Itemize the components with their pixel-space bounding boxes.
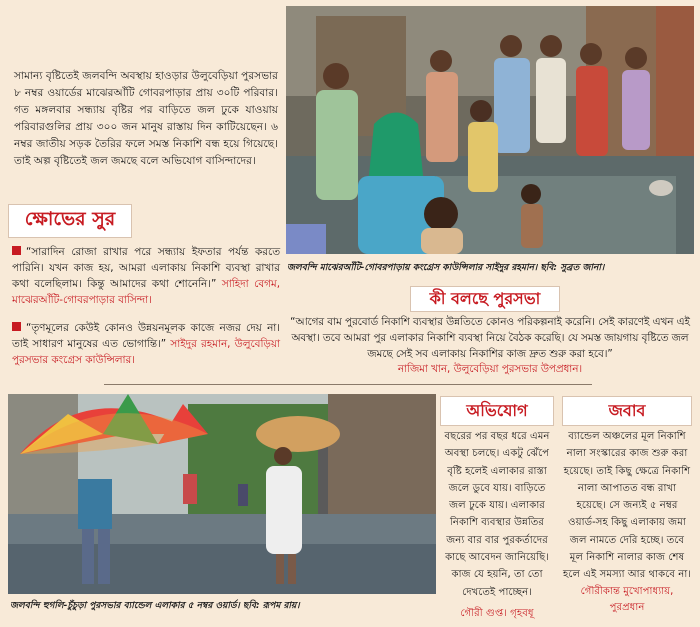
quote-text: “সারাদিন রোজা রাখার পরে সন্ধ্যায় ইফতার পর্যন্ত করতে পারিনি। যখন কাজ হয়, আমরা এলাকায় নিকাশি ব্যবস্থা রাখার কথা বলেছিলাম। কিন্তু আমাদের কথা শোনেনি।” xyxy=(12,246,280,290)
quote-attribution: সাইদুর রহমান, উলুবেড়িয়া পুরসভার কংগ্রেস কাউন্সিলার। xyxy=(12,338,280,366)
quote-sahida-begum xyxy=(12,244,280,308)
quote-saidur-rahaman xyxy=(12,320,280,368)
photo-flooded-street xyxy=(8,394,436,594)
section-divider xyxy=(104,384,592,385)
complaint-attribution: গৌরী গুপ্ত। গৃহবধূ xyxy=(460,608,534,619)
municipality-attribution: নাজিমা খান, উলুবেড়িয়া পুরসভার উপপ্রধান। xyxy=(397,363,583,375)
reply-text: ব্যান্ডেল অঞ্চলের মূল নিকাশি নালা সংস্কারের কাজ শুরু করা হয়েছে। তাই কিছু ক্ষেত্রে নিকাশি নালা আপাতত বন্ধ রাখা হয়েছে। সে জন্যই ৫ নম্বর ওয়ার্ড-সহ কিছু এলাকায় জমা জল নামতে দেরি হচ্ছে। তবে মূল নিকাশি নালার কাজ শেষ হলে এই সমস্যা আর থাকবে না। xyxy=(563,431,691,581)
complaint-text: বছরের পর বছর ধরে এমন অবস্থা চলছে। একটু ঝেঁপে বৃষ্টি হলেই এলাকার রাস্তা জলে ডুবে যায়। বাড়িতে জল ঢুকে যায়। এলাকার নিকাশি ব্যবস্থার উন্নতির জন্য বার বার পুরকর্তাদের কাছে আবেদন জানিয়েছি। কাজ যে হয়নি, তা তো দেখতেই পাচ্ছেন। xyxy=(444,431,550,598)
bullet-square-icon xyxy=(12,322,21,331)
quote-attribution: সাহিদা বেগম, মাঝেরআঁটি-গোবরপাড়ার বাসিন্দা। xyxy=(12,278,281,306)
bullet-square-icon xyxy=(12,246,21,255)
complaint-heading: অভিযোগ xyxy=(440,396,554,426)
quote-text: “তৃণমূলের কেউই কোনও উন্নয়নমূলক কাজে নজর দেয় না। তাই সাধারণ মানুষের এত ভোগান্তি।” xyxy=(12,322,280,350)
reply-heading: জবাব xyxy=(562,396,692,426)
photo2-caption: জলবন্দি হুগলি-চুঁচুড়া পুরসভার ব্যান্ডেল এলাকার ৫ নম্বর ওয়ার্ড। ছবি: রূপম রায়। xyxy=(10,601,300,611)
photo-flooded-locality xyxy=(286,6,694,254)
photo1-caption: জলবন্দি মাঝেরআঁটি-গোবরপাড়ায় কংগ্রেস কাউন্সিলার সাইদুর রহমান। ছবি: সুব্রত জানা। xyxy=(287,263,605,273)
kibolche-heading: কী বলছে পুরসভা xyxy=(410,286,560,312)
intro-paragraph: সামান্য বৃষ্টিতেই জলবন্দি অবস্থায় হাওড়ার উলুবেড়িয়া পুরসভার ৮ নম্বর ওয়ার্ডের মাঝেরআঁটি গোবরপাড়ার প্রায় ৩০টি পরিবার। গত মঙ্গলবার সন্ধ্যায় বৃষ্টির পর বাড়িতে জল ঢুকে যাওয়ায় পরিবারগুলির প্রায় ৩০০ জন মানুষ রাস্তায় দিন কাটিয়েছেন। ৬ নম্বর জাতীয় সড়ক তৈরির ফলে সমস্ত নিকাশি বন্ধ হয়ে গিয়েছে। তাই অল্প বৃষ্টিতেই জল জমছে বলে অভিযোগ বাসিন্দাদের। xyxy=(14,70,278,167)
kshob-heading: ক্ষোভের সুর xyxy=(8,204,132,238)
municipality-quote: “আগের বাম পুরবোর্ড নিকাশি ব্যবস্থার উন্নতিতে কোনও পরিকল্পনাই করেনি। সেই কারণেই এখন এই অবস্থা। তবে আমরা পুর এলাকার নিকাশি ব্যবস্থা নিয়ে বৈঠক করেছি। যে সমস্ত জায়গায় বৃষ্টিতে জল জমছে সেই সব এলাকায় নিকাশির কাজ দ্রুত শুরু করা হবে।” xyxy=(290,316,690,360)
reply-attribution: গৌরীকান্ত মুখোপাধ্যায়, পুরপ্রধান xyxy=(580,586,674,613)
